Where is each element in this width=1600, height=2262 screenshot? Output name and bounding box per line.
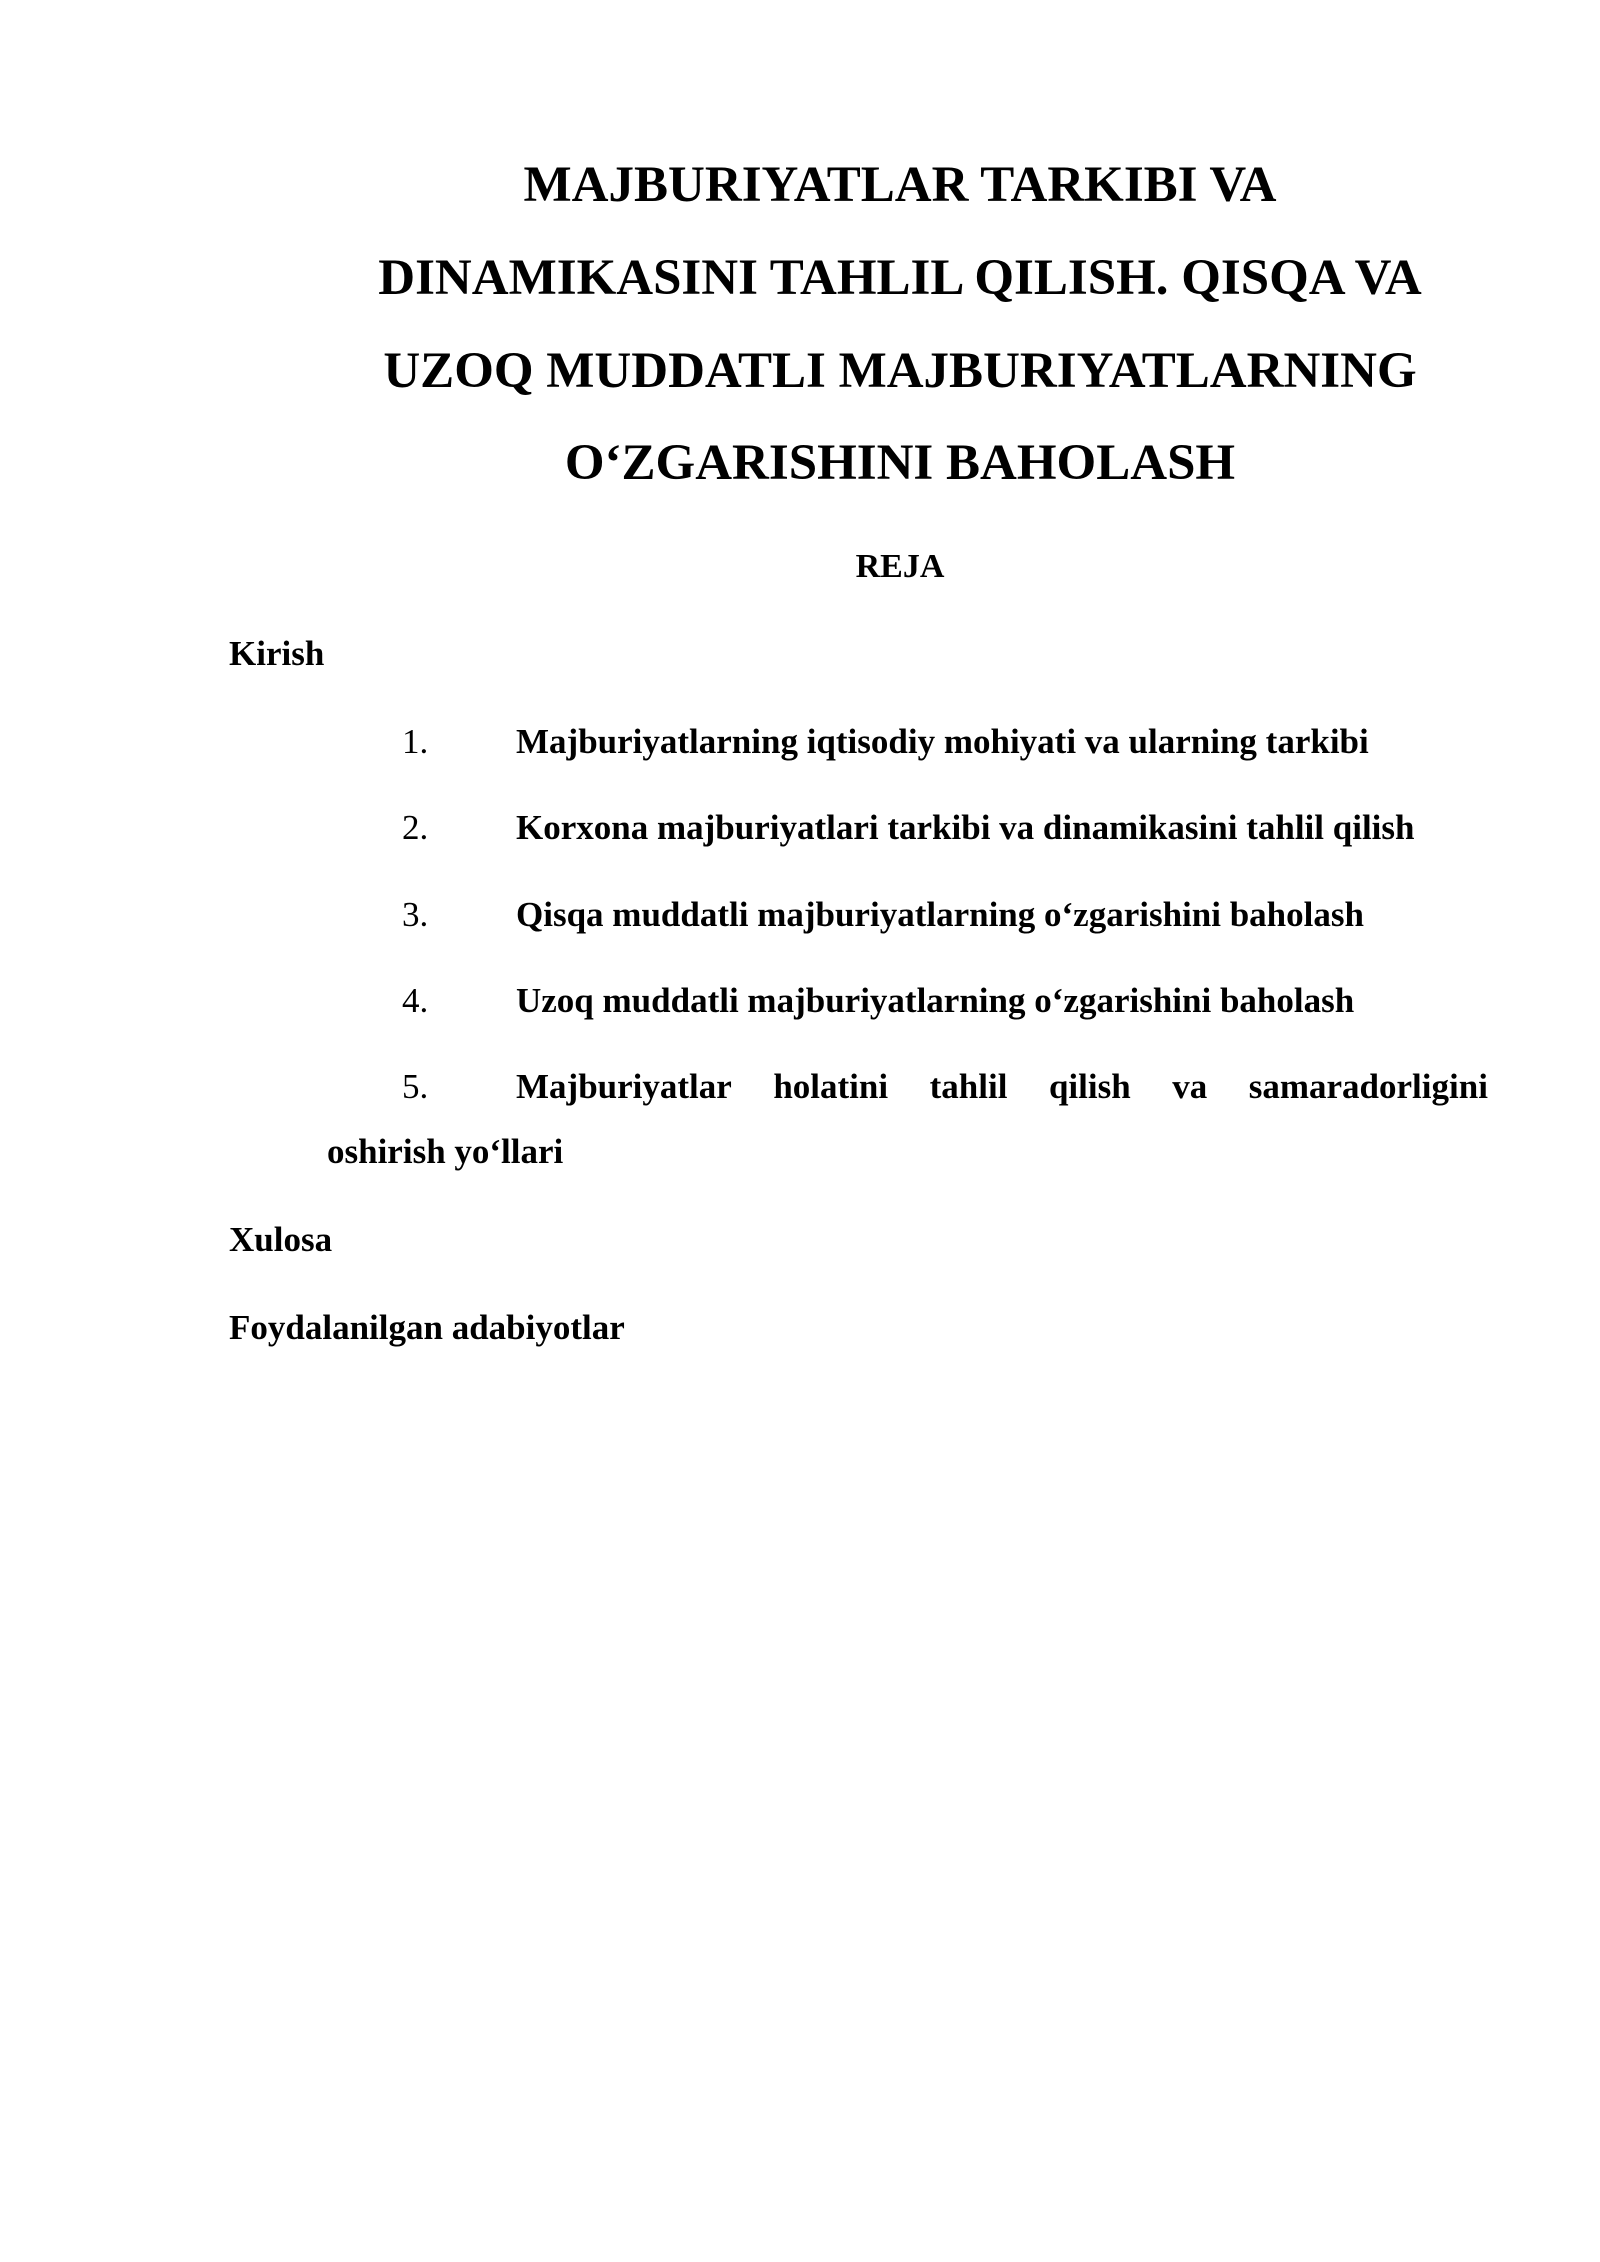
list-item-5-text-line-2: oshirish yo‘llari <box>327 1132 564 1171</box>
list-item-number: 3. <box>402 895 429 934</box>
list-item-number: 2. <box>402 808 429 847</box>
document-title-line-3: UZOQ MUDDATLI MAJBURIYATLARNING <box>383 343 1417 399</box>
plan-heading: REJA <box>855 548 945 585</box>
list-item-4 <box>0 981 1600 1021</box>
list-item-text: Uzoq muddatli majburiyatlarning o‘zgarishini baholash <box>516 981 1355 1020</box>
word: Majburiyatlar <box>516 1067 732 1106</box>
word: va <box>1172 1067 1208 1106</box>
word: qilish <box>1048 1067 1131 1106</box>
list-item-1 <box>0 722 1600 762</box>
list-item-number: 1. <box>402 722 429 761</box>
word: tahlil <box>929 1067 1008 1106</box>
word: holatini <box>773 1067 889 1106</box>
list-item-text-line-1 <box>516 1067 1488 1107</box>
intro-label: Kirish <box>229 634 325 673</box>
document-title-line-4: O‘ZGARISHINI BAHOLASH <box>564 435 1236 491</box>
list-item-text: Korxona majburiyatlari tarkibi va dinamikasini tahlil qilish <box>516 808 1415 847</box>
word: samaradorligini <box>1248 1067 1488 1106</box>
conclusion-label: Xulosa <box>229 1220 333 1259</box>
list-item-2 <box>0 808 1600 848</box>
list-item-text: Majburiyatlarning iqtisodiy mohiyati va ularning tarkibi <box>516 722 1369 761</box>
list-item-number: 4. <box>402 981 429 1020</box>
references-label: Foydalanilgan adabiyotlar <box>229 1308 625 1347</box>
list-item-3 <box>0 895 1600 935</box>
list-item-number: 5. <box>402 1067 429 1106</box>
list-item-text: Qisqa muddatli majburiyatlarning o‘zgarishini baholash <box>516 895 1364 934</box>
list-item-5 <box>0 1067 1600 1107</box>
document-title-line-1: MAJBURIYATLAR TARKIBI VA <box>523 157 1277 213</box>
document-title-line-2: DINAMIKASINI TAHLIL QILISH. QISQA VA <box>378 250 1422 306</box>
